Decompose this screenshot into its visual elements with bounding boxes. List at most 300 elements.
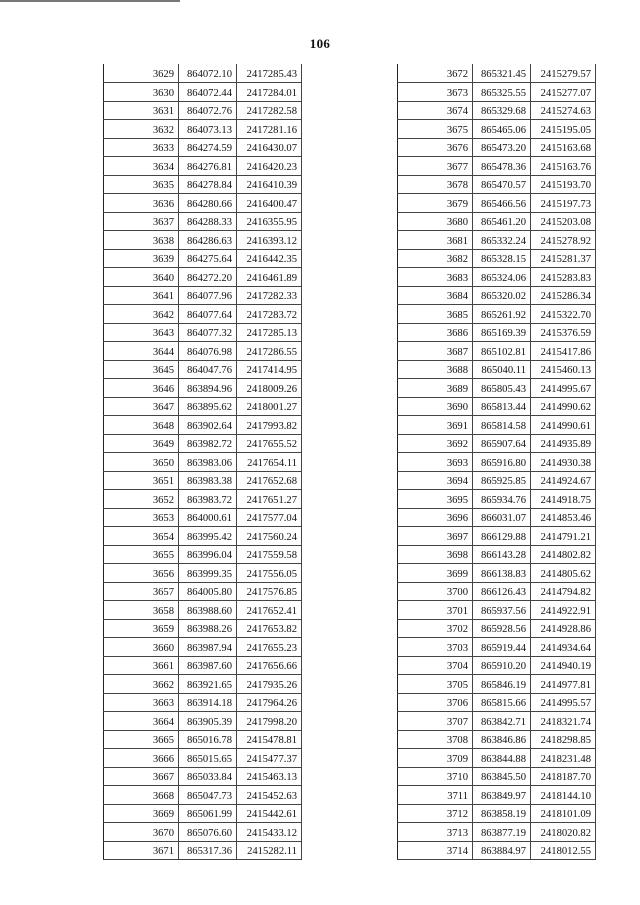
x-coordinate-cell: 865916.80 [473,453,531,472]
point-number-cell: 3683 [398,268,473,287]
table-row [398,619,596,638]
point-number-cell: 3691 [398,416,473,435]
y-coordinate-cell: 2415277.07 [531,83,596,102]
y-coordinate-cell: 2415283.83 [531,268,596,287]
point-number-cell: 3650 [104,453,179,472]
point-number-cell: 3645 [104,360,179,379]
y-coordinate-cell: 2414995.57 [531,693,596,712]
point-number-cell: 3703 [398,638,473,657]
point-number-cell: 3641 [104,286,179,305]
y-coordinate-cell: 2414918.75 [531,490,596,509]
point-number-cell: 3667 [104,767,179,786]
point-number-cell: 3702 [398,619,473,638]
y-coordinate-cell: 2416420.23 [237,157,302,176]
point-number-cell: 3635 [104,175,179,194]
x-coordinate-cell: 865937.56 [473,601,531,620]
y-coordinate-cell: 2415460.13 [531,360,596,379]
x-coordinate-cell: 865846.19 [473,675,531,694]
y-coordinate-cell: 2415417.86 [531,342,596,361]
y-coordinate-cell: 2415322.70 [531,305,596,324]
y-coordinate-cell: 2415279.57 [531,64,596,83]
y-coordinate-cell: 2415477.37 [237,749,302,768]
point-number-cell: 3631 [104,101,179,120]
point-number-cell: 3668 [104,786,179,805]
point-number-cell: 3709 [398,749,473,768]
table-row [398,786,596,805]
y-coordinate-cell: 2415463.13 [237,767,302,786]
y-coordinate-cell: 2417655.52 [237,434,302,453]
x-coordinate-cell: 863905.39 [179,712,237,731]
point-number-cell: 3714 [398,841,473,860]
x-coordinate-cell: 865928.56 [473,619,531,638]
x-coordinate-cell: 863895.62 [179,397,237,416]
x-coordinate-cell: 864077.96 [179,286,237,305]
table-row [398,157,596,176]
table-row [104,508,302,527]
y-coordinate-cell: 2414940.19 [531,656,596,675]
y-coordinate-cell: 2414977.81 [531,675,596,694]
table-row [398,656,596,675]
point-number-cell: 3659 [104,619,179,638]
table-row [104,379,302,398]
x-coordinate-cell: 865321.45 [473,64,531,83]
y-coordinate-cell: 2416410.39 [237,175,302,194]
table-row [104,323,302,342]
point-number-cell: 3689 [398,379,473,398]
point-number-cell: 3669 [104,804,179,823]
table-row [104,157,302,176]
table-row [398,545,596,564]
point-number-cell: 3695 [398,490,473,509]
x-coordinate-cell: 865317.36 [179,841,237,860]
x-coordinate-cell: 864000.61 [179,508,237,527]
x-coordinate-cell: 864275.64 [179,249,237,268]
table-row [398,823,596,842]
point-number-cell: 3674 [398,101,473,120]
point-number-cell: 3701 [398,601,473,620]
point-number-cell: 3697 [398,527,473,546]
point-number-cell: 3696 [398,508,473,527]
y-coordinate-cell: 2415195.05 [531,120,596,139]
y-coordinate-cell: 2417655.23 [237,638,302,657]
point-number-cell: 3630 [104,83,179,102]
x-coordinate-cell: 864280.66 [179,194,237,213]
point-number-cell: 3686 [398,323,473,342]
x-coordinate-cell: 863999.35 [179,564,237,583]
y-coordinate-cell: 2417556.05 [237,564,302,583]
x-coordinate-cell: 865320.02 [473,286,531,305]
y-coordinate-cell: 2417283.72 [237,305,302,324]
y-coordinate-cell: 2414802.82 [531,545,596,564]
y-coordinate-cell: 2418001.27 [237,397,302,416]
x-coordinate-cell: 865919.44 [473,638,531,657]
y-coordinate-cell: 2418187.70 [531,767,596,786]
y-coordinate-cell: 2414928.86 [531,619,596,638]
table-row [398,342,596,361]
x-coordinate-cell: 864005.80 [179,582,237,601]
point-number-cell: 3698 [398,545,473,564]
table-row [104,675,302,694]
table-row [104,582,302,601]
table-row [104,712,302,731]
x-coordinate-cell: 863877.19 [473,823,531,842]
x-coordinate-cell: 864077.64 [179,305,237,324]
x-coordinate-cell: 866143.28 [473,545,531,564]
y-coordinate-cell: 2416430.07 [237,138,302,157]
x-coordinate-cell: 865102.81 [473,342,531,361]
point-number-cell: 3704 [398,656,473,675]
table-row [398,453,596,472]
y-coordinate-cell: 2414924.67 [531,471,596,490]
y-coordinate-cell: 2415376.59 [531,323,596,342]
table-row [398,268,596,287]
y-coordinate-cell: 2417282.58 [237,101,302,120]
y-coordinate-cell: 2415193.70 [531,175,596,194]
table-row [398,212,596,231]
table-row [398,601,596,620]
x-coordinate-cell: 864073.13 [179,120,237,139]
table-row [398,675,596,694]
page-number: 106 [309,36,331,51]
y-coordinate-cell: 2417281.16 [237,120,302,139]
table-row [104,804,302,823]
point-number-cell: 3655 [104,545,179,564]
y-coordinate-cell: 2417656.66 [237,656,302,675]
y-coordinate-cell: 2417964.26 [237,693,302,712]
point-number-cell: 3665 [104,730,179,749]
y-coordinate-cell: 2418321.74 [531,712,596,731]
table-row [104,527,302,546]
x-coordinate-cell: 864274.59 [179,138,237,157]
table-row [104,490,302,509]
point-number-cell: 3632 [104,120,179,139]
coordinate-table-left-body [104,64,302,860]
table-row [398,138,596,157]
y-coordinate-cell: 2415278.92 [531,231,596,250]
point-number-cell: 3685 [398,305,473,324]
point-number-cell: 3643 [104,323,179,342]
y-coordinate-cell: 2414794.82 [531,582,596,601]
y-coordinate-cell: 2416393.12 [237,231,302,250]
coordinate-table-left [103,64,302,860]
table-row [104,305,302,324]
point-number-cell: 3664 [104,712,179,731]
point-number-cell: 3675 [398,120,473,139]
point-number-cell: 3649 [104,434,179,453]
table-row [104,545,302,564]
coordinate-table-right-body [398,64,596,860]
table-row [104,434,302,453]
y-coordinate-cell: 2417282.33 [237,286,302,305]
point-number-cell: 3713 [398,823,473,842]
point-number-cell: 3633 [104,138,179,157]
point-number-cell: 3708 [398,730,473,749]
x-coordinate-cell: 865328.15 [473,249,531,268]
point-number-cell: 3700 [398,582,473,601]
point-number-cell: 3710 [398,767,473,786]
table-row [104,601,302,620]
x-coordinate-cell: 864288.33 [179,212,237,231]
x-coordinate-cell: 863983.38 [179,471,237,490]
point-number-cell: 3688 [398,360,473,379]
table-row [104,101,302,120]
point-number-cell: 3677 [398,157,473,176]
point-number-cell: 3707 [398,712,473,731]
y-coordinate-cell: 2418231.48 [531,749,596,768]
point-number-cell: 3692 [398,434,473,453]
x-coordinate-cell: 865461.20 [473,212,531,231]
x-coordinate-cell: 865805.43 [473,379,531,398]
x-coordinate-cell: 863987.94 [179,638,237,657]
y-coordinate-cell: 2414990.61 [531,416,596,435]
point-number-cell: 3694 [398,471,473,490]
point-number-cell: 3654 [104,527,179,546]
x-coordinate-cell: 863842.71 [473,712,531,731]
point-number-cell: 3629 [104,64,179,83]
x-coordinate-cell: 865478.36 [473,157,531,176]
x-coordinate-cell: 865033.84 [179,767,237,786]
x-coordinate-cell: 863982.72 [179,434,237,453]
table-row [104,619,302,638]
y-coordinate-cell: 2414935.89 [531,434,596,453]
y-coordinate-cell: 2414791.21 [531,527,596,546]
point-number-cell: 3663 [104,693,179,712]
table-row [104,823,302,842]
y-coordinate-cell: 2415452.63 [237,786,302,805]
x-coordinate-cell: 865016.78 [179,730,237,749]
x-coordinate-cell: 865325.55 [473,83,531,102]
y-coordinate-cell: 2418012.55 [531,841,596,860]
point-number-cell: 3634 [104,157,179,176]
x-coordinate-cell: 863987.60 [179,656,237,675]
x-coordinate-cell: 863846.86 [473,730,531,749]
x-coordinate-cell: 865815.66 [473,693,531,712]
table-row [398,434,596,453]
x-coordinate-cell: 864272.20 [179,268,237,287]
table-row [398,231,596,250]
point-number-cell: 3640 [104,268,179,287]
y-coordinate-cell: 2417284.01 [237,83,302,102]
y-coordinate-cell: 2415442.61 [237,804,302,823]
y-coordinate-cell: 2417652.68 [237,471,302,490]
point-number-cell: 3687 [398,342,473,361]
y-coordinate-cell: 2414922.91 [531,601,596,620]
point-number-cell: 3705 [398,675,473,694]
table-row [398,305,596,324]
x-coordinate-cell: 863858.19 [473,804,531,823]
x-coordinate-cell: 865076.60 [179,823,237,842]
table-row [104,194,302,213]
table-row [398,693,596,712]
y-coordinate-cell: 2417651.27 [237,490,302,509]
x-coordinate-cell: 866126.43 [473,582,531,601]
table-row [104,360,302,379]
table-row [104,64,302,83]
y-coordinate-cell: 2417577.04 [237,508,302,527]
point-number-cell: 3656 [104,564,179,583]
x-coordinate-cell: 863996.04 [179,545,237,564]
y-coordinate-cell: 2415163.76 [531,157,596,176]
table-row [104,693,302,712]
point-number-cell: 3680 [398,212,473,231]
point-number-cell: 3711 [398,786,473,805]
y-coordinate-cell: 2415282.11 [237,841,302,860]
table-row [398,712,596,731]
point-number-cell: 3644 [104,342,179,361]
table-row [104,841,302,860]
y-coordinate-cell: 2414930.38 [531,453,596,472]
scan-edge-mark [0,0,180,2]
y-coordinate-cell: 2415433.12 [237,823,302,842]
x-coordinate-cell: 863988.26 [179,619,237,638]
point-number-cell: 3657 [104,582,179,601]
x-coordinate-cell: 863914.18 [179,693,237,712]
point-number-cell: 3673 [398,83,473,102]
table-row [104,138,302,157]
table-row [398,416,596,435]
table-row [398,564,596,583]
x-coordinate-cell: 865466.56 [473,194,531,213]
y-coordinate-cell: 2414995.67 [531,379,596,398]
y-coordinate-cell: 2417285.13 [237,323,302,342]
table-row [104,397,302,416]
x-coordinate-cell: 865465.06 [473,120,531,139]
point-number-cell: 3653 [104,508,179,527]
x-coordinate-cell: 865814.58 [473,416,531,435]
y-coordinate-cell: 2417652.41 [237,601,302,620]
table-row [398,749,596,768]
x-coordinate-cell: 863844.88 [473,749,531,768]
point-number-cell: 3648 [104,416,179,435]
table-row [104,120,302,139]
y-coordinate-cell: 2417285.43 [237,64,302,83]
point-number-cell: 3679 [398,194,473,213]
x-coordinate-cell: 863988.60 [179,601,237,620]
x-coordinate-cell: 865332.24 [473,231,531,250]
table-row [104,749,302,768]
table-row [104,786,302,805]
y-coordinate-cell: 2416461.89 [237,268,302,287]
x-coordinate-cell: 866031.07 [473,508,531,527]
x-coordinate-cell: 865015.65 [179,749,237,768]
y-coordinate-cell: 2415286.34 [531,286,596,305]
x-coordinate-cell: 863995.42 [179,527,237,546]
y-coordinate-cell: 2418298.85 [531,730,596,749]
point-number-cell: 3661 [104,656,179,675]
y-coordinate-cell: 2417993.82 [237,416,302,435]
table-row [104,175,302,194]
point-number-cell: 3666 [104,749,179,768]
y-coordinate-cell: 2418144.10 [531,786,596,805]
x-coordinate-cell: 865047.73 [179,786,237,805]
point-number-cell: 3682 [398,249,473,268]
x-coordinate-cell: 864286.63 [179,231,237,250]
y-coordinate-cell: 2415281.37 [531,249,596,268]
point-number-cell: 3671 [104,841,179,860]
y-coordinate-cell: 2414805.62 [531,564,596,583]
point-number-cell: 3636 [104,194,179,213]
point-number-cell: 3678 [398,175,473,194]
table-row [104,638,302,657]
y-coordinate-cell: 2417559.58 [237,545,302,564]
table-row [398,527,596,546]
table-row [104,231,302,250]
point-number-cell: 3676 [398,138,473,157]
point-number-cell: 3652 [104,490,179,509]
table-row [398,638,596,657]
table-row [104,656,302,675]
table-row [398,175,596,194]
x-coordinate-cell: 865329.68 [473,101,531,120]
table-row [398,508,596,527]
x-coordinate-cell: 865473.20 [473,138,531,157]
x-coordinate-cell: 866138.83 [473,564,531,583]
x-coordinate-cell: 863849.97 [473,786,531,805]
x-coordinate-cell: 864276.81 [179,157,237,176]
point-number-cell: 3637 [104,212,179,231]
table-row [398,397,596,416]
x-coordinate-cell: 863902.64 [179,416,237,435]
x-coordinate-cell: 863983.72 [179,490,237,509]
x-coordinate-cell: 864072.10 [179,64,237,83]
x-coordinate-cell: 865470.57 [473,175,531,194]
point-number-cell: 3647 [104,397,179,416]
y-coordinate-cell: 2417654.11 [237,453,302,472]
table-row [104,83,302,102]
table-row [104,730,302,749]
table-row [104,564,302,583]
table-row [104,268,302,287]
point-number-cell: 3658 [104,601,179,620]
x-coordinate-cell: 865169.39 [473,323,531,342]
y-coordinate-cell: 2417414.95 [237,360,302,379]
table-row [398,582,596,601]
x-coordinate-cell: 865040.11 [473,360,531,379]
point-number-cell: 3690 [398,397,473,416]
point-number-cell: 3639 [104,249,179,268]
table-row [104,212,302,231]
x-coordinate-cell: 864047.76 [179,360,237,379]
y-coordinate-cell: 2415197.73 [531,194,596,213]
x-coordinate-cell: 864076.98 [179,342,237,361]
table-row [398,471,596,490]
point-number-cell: 3638 [104,231,179,250]
table-row [398,83,596,102]
x-coordinate-cell: 865925.85 [473,471,531,490]
table-row [398,804,596,823]
x-coordinate-cell: 863921.65 [179,675,237,694]
x-coordinate-cell: 865324.06 [473,268,531,287]
y-coordinate-cell: 2417576.85 [237,582,302,601]
table-row [104,471,302,490]
point-number-cell: 3651 [104,471,179,490]
table-row [398,249,596,268]
table-row [104,342,302,361]
table-row [398,101,596,120]
point-number-cell: 3672 [398,64,473,83]
table-row [104,453,302,472]
y-coordinate-cell: 2414853.46 [531,508,596,527]
table-row [104,249,302,268]
x-coordinate-cell: 864072.76 [179,101,237,120]
y-coordinate-cell: 2417935.26 [237,675,302,694]
table-row [398,120,596,139]
y-coordinate-cell: 2416355.95 [237,212,302,231]
table-row [398,360,596,379]
x-coordinate-cell: 864077.32 [179,323,237,342]
y-coordinate-cell: 2417998.20 [237,712,302,731]
y-coordinate-cell: 2415478.81 [237,730,302,749]
